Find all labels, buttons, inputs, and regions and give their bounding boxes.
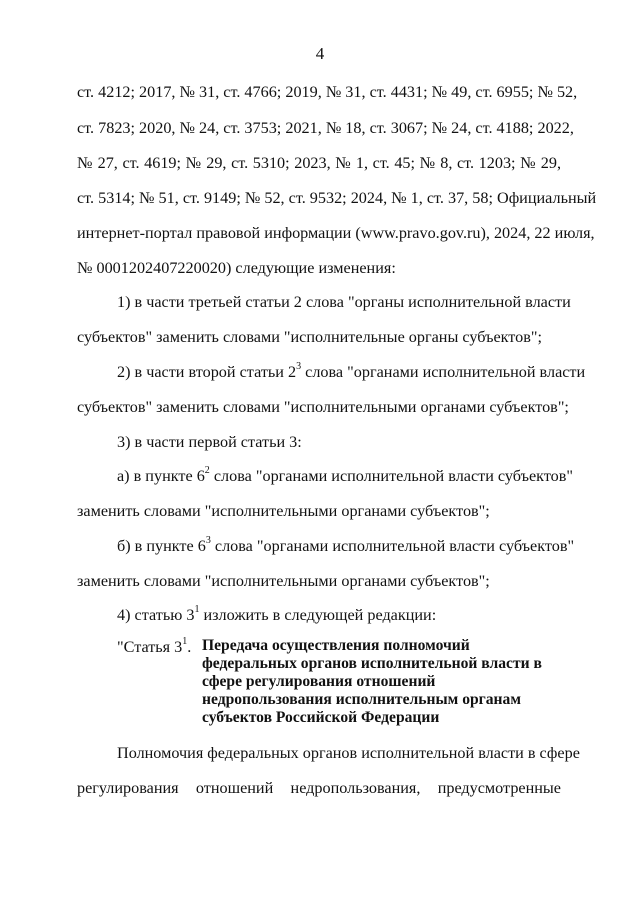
text-line: ст. 7823; 2020, № 24, ст. 3753; 2021, № 18, ст. 3067; № 24, ст. 4188; 2022, xyxy=(77,119,574,137)
text-line: ст. 5314; № 51, ст. 9149; № 52, ст. 9532; 2024, № 1, ст. 37, 58; Официальный xyxy=(77,189,597,207)
paragraph-2-line-1: 2) в части второй статьи $2^3$ слова "органами исполнительной власти xyxy=(117,360,586,381)
text-line: интернет-портал правовой информации (www.pravo.gov.ru), 2024, 22 июля, xyxy=(77,224,595,242)
paragraph-5-line-2: регулирования отношений недропользования, предусмотренные xyxy=(77,779,561,797)
paragraph-3: 3) в части первой статьи 3: xyxy=(117,433,302,451)
article-label: "Статья $3^1$. xyxy=(117,635,192,656)
text-line: № 27, ст. 4619; № 29, ст. 5310; 2023, № 1, ст. 45; № 8, ст. 1203; № 29, xyxy=(77,154,561,172)
item-b-line-1: б) в пункте $6^3$ слова "органами исполнительной власти субъектов" xyxy=(117,534,575,555)
article-title: Передача осуществления полномочий федеральных органов исполнительной власти в сфере регулирования отношений недропользования исполнительным органам субъектов Российской Федерации xyxy=(202,637,542,726)
page-number: 4 xyxy=(315,44,325,63)
item-a-line-2: заменить словами "исполнительными органами субъектов"; xyxy=(77,502,490,520)
item-b-line-2: заменить словами "исполнительными органами субъектов"; xyxy=(77,572,490,590)
paragraph-1-line-1: 1) в части третьей статьи 2 слова "органы исполнительной власти xyxy=(117,293,571,311)
paragraph-1-line-2: субъектов" заменить словами "исполнительные органы субъектов"; xyxy=(77,328,542,346)
paragraph-4: 4) статью $3^1$ изложить в следующей редакции: xyxy=(117,603,437,624)
text-line: ст. 4212; 2017, № 31, ст. 4766; 2019, № 31, ст. 4431; № 49, ст. 6955; № 52, xyxy=(77,83,578,101)
paragraph-2-line-2: субъектов" заменить словами "исполнительными органами субъектов"; xyxy=(77,398,569,416)
item-a-line-1: а) в пункте $6^2$ слова "органами исполнительной власти субъектов" xyxy=(117,464,574,485)
text-line: № 0001202407220020) следующие изменения: xyxy=(77,259,396,277)
paragraph-5-line-1: Полномочия федеральных органов исполнительной власти в сфере xyxy=(117,744,580,762)
